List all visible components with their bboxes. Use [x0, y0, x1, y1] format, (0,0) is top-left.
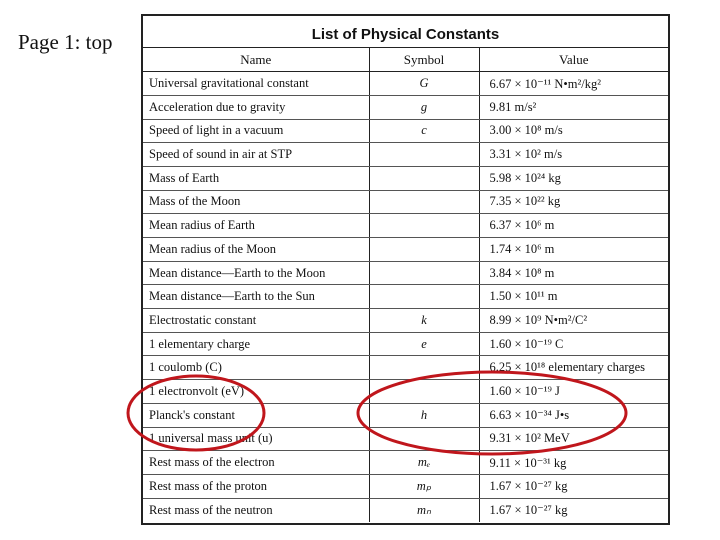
cell-symbol: G — [369, 72, 479, 96]
cell-symbol — [369, 261, 479, 285]
cell-symbol: k — [369, 309, 479, 333]
table-row — [143, 95, 668, 119]
cell-name: Acceleration due to gravity — [143, 95, 369, 119]
cell-name: Rest mass of the electron — [143, 451, 369, 475]
cell-name: Mass of the Moon — [143, 190, 369, 214]
cell-value: 1.74 × 10⁶ m — [479, 238, 668, 262]
cell-symbol: c — [369, 119, 479, 143]
table-row — [143, 309, 668, 333]
table-row — [143, 238, 668, 262]
table-row — [143, 72, 668, 96]
cell-name: 1 electronvolt (eV) — [143, 380, 369, 404]
table-row — [143, 380, 668, 404]
cell-symbol — [369, 427, 479, 451]
cell-value: 3.00 × 10⁸ m/s — [479, 119, 668, 143]
table-row — [143, 143, 668, 167]
table-row — [143, 190, 668, 214]
table-row — [143, 261, 668, 285]
table-body — [143, 72, 668, 522]
cell-name: Rest mass of the proton — [143, 474, 369, 498]
table-row — [143, 166, 668, 190]
cell-name: Electrostatic constant — [143, 309, 369, 333]
cell-value: 9.11 × 10⁻³¹ kg — [479, 451, 668, 475]
cell-name: Universal gravitational constant — [143, 72, 369, 96]
cell-symbol — [369, 380, 479, 404]
cell-value: 1.60 × 10⁻¹⁹ C — [479, 332, 668, 356]
cell-value: 6.25 × 10¹⁸ elementary charges — [479, 356, 668, 380]
cell-value: 7.35 × 10²² kg — [479, 190, 668, 214]
cell-value: 1.60 × 10⁻¹⁹ J — [479, 380, 668, 404]
cell-symbol — [369, 190, 479, 214]
table-row — [143, 285, 668, 309]
cell-name: Planck's constant — [143, 403, 369, 427]
cell-name: 1 elementary charge — [143, 332, 369, 356]
cell-symbol: mₚ — [369, 474, 479, 498]
header-name: Name — [143, 48, 369, 72]
cell-value: 3.84 × 10⁸ m — [479, 261, 668, 285]
cell-symbol — [369, 166, 479, 190]
cell-value: 3.31 × 10² m/s — [479, 143, 668, 167]
header-row — [143, 48, 668, 72]
cell-value: 6.37 × 10⁶ m — [479, 214, 668, 238]
cell-name: Mean radius of the Moon — [143, 238, 369, 262]
cell-name: Rest mass of the neutron — [143, 498, 369, 522]
cell-value: 1.67 × 10⁻²⁷ kg — [479, 474, 668, 498]
cell-symbol: h — [369, 403, 479, 427]
cell-value: 1.50 × 10¹¹ m — [479, 285, 668, 309]
cell-symbol — [369, 143, 479, 167]
table-row — [143, 119, 668, 143]
cell-value: 5.98 × 10²⁴ kg — [479, 166, 668, 190]
table-row — [143, 427, 668, 451]
cell-value: 9.31 × 10² MeV — [479, 427, 668, 451]
cell-value: 1.67 × 10⁻²⁷ kg — [489, 503, 568, 518]
cell-name: Speed of sound in air at STP — [143, 143, 369, 167]
cell-name: Mean distance—Earth to the Moon — [143, 261, 369, 285]
constants-grid — [143, 48, 668, 522]
cell-symbol — [369, 356, 479, 380]
cell-symbol: g — [369, 95, 479, 119]
header-symbol: Symbol — [369, 48, 479, 72]
table-row — [143, 498, 668, 522]
cell-name: 1 universal mass unit (u) — [143, 427, 369, 451]
table-row — [143, 332, 668, 356]
cell-symbol: e — [369, 332, 479, 356]
cell-symbol: mₙ — [369, 498, 479, 522]
cell-symbol — [369, 238, 479, 262]
cell-value: 6.63 × 10⁻³⁴ J•s — [479, 403, 668, 427]
cell-value: 8.99 × 10⁹ N•m²/C² — [479, 309, 668, 333]
cell-name: Mass of Earth — [143, 166, 369, 190]
table-title: List of Physical Constants — [143, 16, 668, 48]
table-row — [143, 214, 668, 238]
cell-symbol — [369, 214, 479, 238]
table-row — [143, 474, 668, 498]
cell-symbol: mₑ — [369, 451, 479, 475]
cell-name: Mean distance—Earth to the Sun — [143, 285, 369, 309]
cell-value: 9.81 m/s² — [479, 95, 668, 119]
table-row — [143, 451, 668, 475]
cell-name: 1 coulomb (C) — [143, 356, 369, 380]
cell-name: Mean radius of Earth — [143, 214, 369, 238]
header-value: Value — [479, 48, 668, 72]
table-row — [143, 356, 668, 380]
cell-name: Speed of light in a vacuum — [143, 119, 369, 143]
constants-table — [141, 14, 670, 525]
cell-value: 6.67 × 10⁻¹¹ N•m²/kg² — [479, 72, 668, 96]
table-row — [143, 403, 668, 427]
cell-symbol — [369, 285, 479, 309]
page-label: Page 1: top — [18, 30, 113, 54]
